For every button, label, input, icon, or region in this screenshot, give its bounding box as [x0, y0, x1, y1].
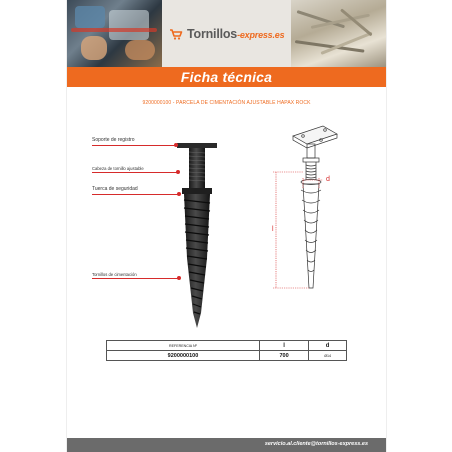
label-nut: Tuerca de seguridad — [92, 186, 138, 192]
contact-email-link[interactable]: servicio.al.cliente@tornillos-express.es — [264, 441, 368, 447]
dimension-length-label: l — [272, 226, 274, 233]
label-head: Cabeza de tornillo ajustable — [92, 166, 144, 171]
callout-dot-head — [176, 170, 180, 174]
product-photo — [167, 138, 227, 338]
cell-reference: 9200000100 — [107, 351, 260, 361]
tools-photo — [67, 0, 162, 67]
cell-length: 700 — [259, 351, 308, 361]
callout-line-foundation — [92, 278, 179, 279]
spec-table — [106, 340, 347, 361]
data-sheet-page — [67, 0, 386, 452]
callout-dot-nut — [177, 192, 181, 196]
shopping-cart-icon — [169, 27, 183, 41]
screws-photo — [291, 0, 386, 67]
footer-bar — [67, 438, 386, 452]
label-support: Soporte de registro — [92, 137, 135, 143]
label-foundation: Tornillos de cimentación — [92, 272, 137, 277]
header-reference: REFERENCIA Nº — [107, 341, 260, 351]
brand-logo[interactable] — [169, 24, 284, 44]
callout-dot-support — [174, 143, 178, 147]
technical-drawing — [263, 118, 353, 298]
header-length: l — [259, 341, 308, 351]
cell-diameter: Ø14 — [309, 351, 347, 361]
table-row — [107, 351, 347, 361]
dimension-diameter-label: d — [326, 176, 330, 183]
brand-name: Tornillos-express.es — [187, 27, 285, 41]
header-banner — [67, 0, 386, 67]
callout-line-support — [92, 145, 176, 146]
callout-line-head — [92, 172, 178, 173]
product-subtitle: 9200000100 - PARCELA DE CIMENTACIÓN AJUSTABLE HAPAX ROCK — [142, 100, 311, 106]
title-bar — [67, 67, 386, 87]
header-diameter: d — [309, 341, 347, 351]
spec-table-header-row — [107, 341, 347, 351]
callout-dot-foundation — [177, 276, 181, 280]
page-title: Ficha técnica — [180, 69, 273, 85]
callout-line-nut — [92, 194, 179, 195]
